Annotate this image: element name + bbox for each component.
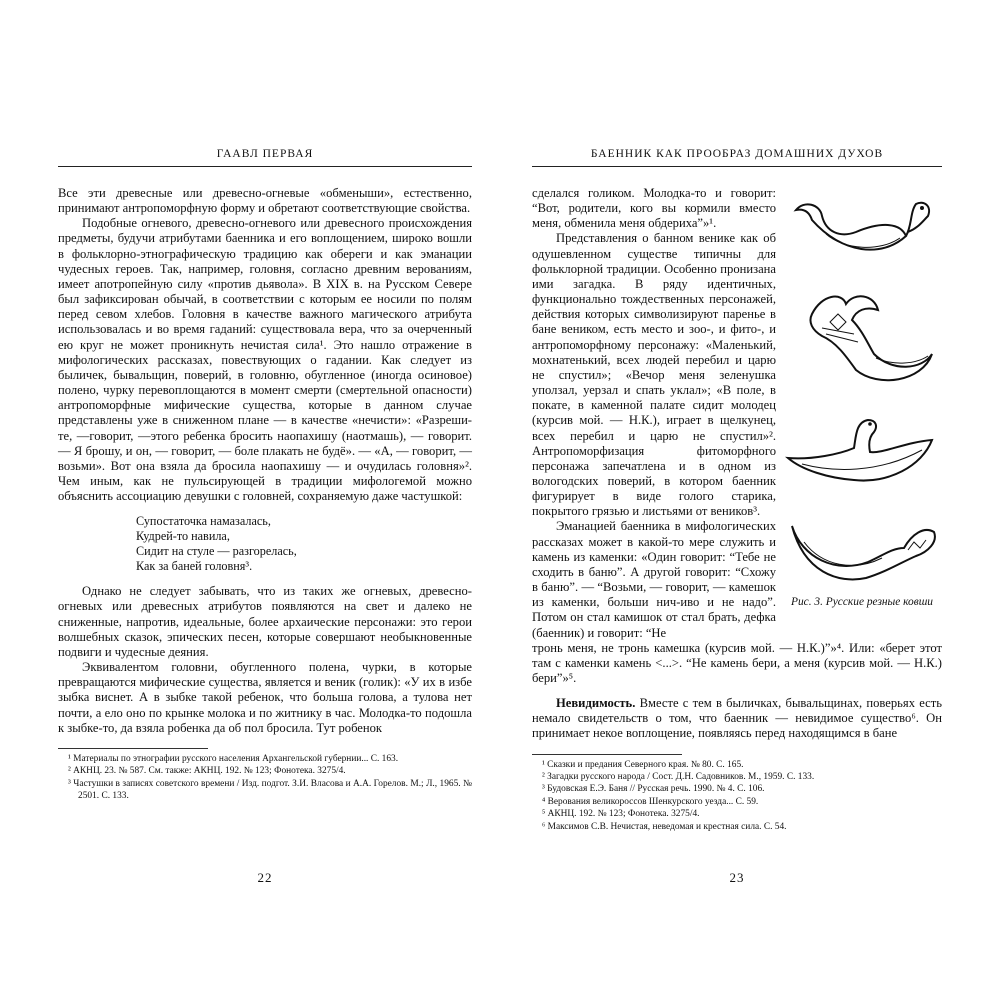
- right-page: [532, 148, 942, 885]
- right-running-head: БАЕННИК КАК ПРООБРАЗ ДОМАШНИХ ДУХОВ: [532, 148, 942, 167]
- figures-column: [782, 192, 942, 612]
- footnote-rule: [532, 754, 682, 755]
- footnote: ¹ Сказки и предания Северного края. № 80. С. 165.: [542, 759, 744, 770]
- carved-ladle-figure-3: [782, 406, 942, 506]
- left-paragraph-2: Подобные огневого, древесно-огневого или древесного происхождения предметы, будучи атрибутами баенника и его воплощением, широко вошли в фольклорно-этнографическую традицию как обереги и как эманации чудесных героев. Так, например, головня, согласно древним верованиям, имеет апотропейную силу «против дьявола». В XIX в. на Русском Севере был зафиксирован обычай, в соответствии с которым ее носили по полям перед севом хлебов. Головня в качестве важного магического атрибута использовалась и во время гаданий: существовала вера, что за очерченный ею круг не может проникнуть нечистая сила¹. Это нашло отражение в мифологических рассказах, повествующих о гадании. Как следует из быличек, бывальщин, поверий, в головню, обугленное (иногда осиновое) полено, чурку перевоплощаются в момент смерти (смертельной опасности) антропоморфные мифические существа, которые в данном случае представлены уже в сниженном плане — в качестве «нечисти»: «Разреши-те, —говорит, —этого ребенка бросить наопахишу (наотмашь), — говорит. — Я брошу, и он, — говорит, — боле плакать не будё». — «А, — говорит, — возьми». Вот она взяла да бросила наопахишу — и очудилась головня»². Чем иным, как не пульсирующей в традиции мифологемой можно объяснить ассоциацию девушки с головней, сохраняемую даже частушкой:: [58, 216, 472, 504]
- right-paragraph-3: Эманацией баенника в мифологических рассказах может в какой-то мере служить и камень из каменки: «Один говорит: “Тебе не сходить в баню”. А другой говорит: “Схожу в баню”. — “Возьми, — говорит, — камешок из каменки, больши нич-иво и не надо”. Потом он стал камишок от стал брать, дефка (баенник) и говорит: “Не: [532, 519, 776, 640]
- footnote: ² Загадки русского народа / Сост. Д.Н. Садовников. М., 1959. С. 133.: [542, 772, 815, 783]
- left-page: [58, 148, 472, 885]
- left-footnotes: [58, 753, 472, 803]
- verse-line: Сидит на стуле — разгорелась,: [136, 544, 297, 559]
- right-paragraph-2: Представления о банном венике как об одушевленном существе типичны для фольклорной традиции. Особенно пронизана ими загадка. В ряду идентичных, функционально тождественных персонажей, действия которых символизируют паренье в бане веником, есть место и зоо-, и фито-, и антропоморфному персонажу: «Маленький, мохнатенький, всех людей перебил и царю не спустил»; «Вечор меня зеленушка уползал, уерзал и спать уклал»; «В поле, в покате, в каменной палате сидит молодец (курсив мой. — Н.К.), играет в щелкунец, всех перебил и царю не спустил»². Антропоморфизация фитоморфного персонажа запечатлена и в одном из вологодских поверий, в котором баенник фигурирует в виде голого старика, покрытого грязью и листьями от веников³.: [532, 231, 776, 519]
- left-paragraph-3: Однако не следует забывать, что из таких же огневых, древесно-огневых или древесных атрибутов появляются на свет и далеко не сниженные, напротив, идеальные, более архаические персонажи: это герои волшебных сказок, эпических песен, которые совершают необыкновенные подвиги и чудесные деяния.: [58, 584, 472, 659]
- verse: [136, 514, 472, 574]
- footnote: ³ Частушки в записях советского времени / Изд. подгот. З.И. Власова и А.А. Горелов. М.; Л., 1965. № 2501. С. 133.: [68, 778, 472, 802]
- right-narrow-column: [532, 186, 776, 641]
- carved-ladle-figure-4: [782, 512, 942, 592]
- footnote: ⁵ АКНЦ. 192. № 123; Фонотека. 3275/4.: [542, 809, 700, 820]
- left-body: [58, 186, 472, 802]
- figure-caption: Рис. 3. Русские резные ковши: [791, 596, 933, 608]
- verse-line: Супостаточка намазалась,: [136, 514, 271, 529]
- footnote: ⁶ Максимов С.В. Нечистая, неведомая и крестная сила. С. 54.: [542, 821, 787, 832]
- right-section: [532, 696, 942, 741]
- left-page-number: 22: [257, 870, 273, 885]
- footnote-rule: [58, 748, 208, 749]
- right-paragraph-4: тронь меня, не тронь камешка (курсив мой. — Н.К.)”»⁴. Или: «берет этот там с каменки камень <...>. “Не камень бери, а меня (курсив мой. — Н.К.) бери”»⁵.: [532, 640, 942, 685]
- footnote: ⁴ Верования великороссов Шенкурского уезда... С. 59.: [542, 796, 759, 807]
- left-paragraph-1: Все эти древесные или древесно-огневые «обменыши», естественно, принимают антропоморфную форму и обретают соответствующие свойства.: [58, 186, 472, 216]
- carved-ladle-figure-2: [782, 284, 942, 396]
- right-footnotes: [532, 759, 942, 833]
- section-text: Вместе с тем в быличках, бывальщинах, поверьях есть немало свидетельств о том, что баенник — невидимое существо⁶. Он принимает некое воплощение, появляясь перед находящимся в бане: [532, 696, 942, 741]
- footnote: ¹ Материалы по этнографии русского населения Архангельской губернии... С. 163.: [68, 753, 399, 764]
- right-wide-text: [532, 641, 942, 833]
- verse-line: Кудрей-то навила,: [136, 529, 230, 544]
- left-running-head: ГААВЛ ПЕРВАЯ: [58, 148, 472, 167]
- left-paragraph-4: Эквивалентом головни, обугленного полена, чурки, в которые превращаются мифические существа, является и веник (голик): «У их в избе зыбка виснет. А в зыбке такой ребенок, что больша голова, а тулова нет почти, а ело оно по крынке молока и по житнику в час. Молодка-то подошла к зыбке-то, да взяла робенка да об пол бросила. Тут робенок: [58, 660, 472, 735]
- right-page-number: 23: [729, 870, 745, 885]
- section-heading: Невидимость.: [556, 696, 636, 711]
- carved-ladle-figure-1: [782, 192, 942, 272]
- verse-line: Как за баней головня³.: [136, 559, 253, 574]
- right-paragraph-1: сделался голиком. Молодка-то и говорит: “Вот, родители, кого вы кормили вместо меня, обменила меня обдериха”»¹.: [532, 186, 776, 231]
- footnote: ² АКНЦ. 23. № 587. См. также: АКНЦ. 192. № 123; Фонотека. 3275/4.: [68, 766, 346, 777]
- footnote: ³ Будовская Е.Э. Баня // Русская речь. 1990. № 4. С. 106.: [542, 784, 765, 795]
